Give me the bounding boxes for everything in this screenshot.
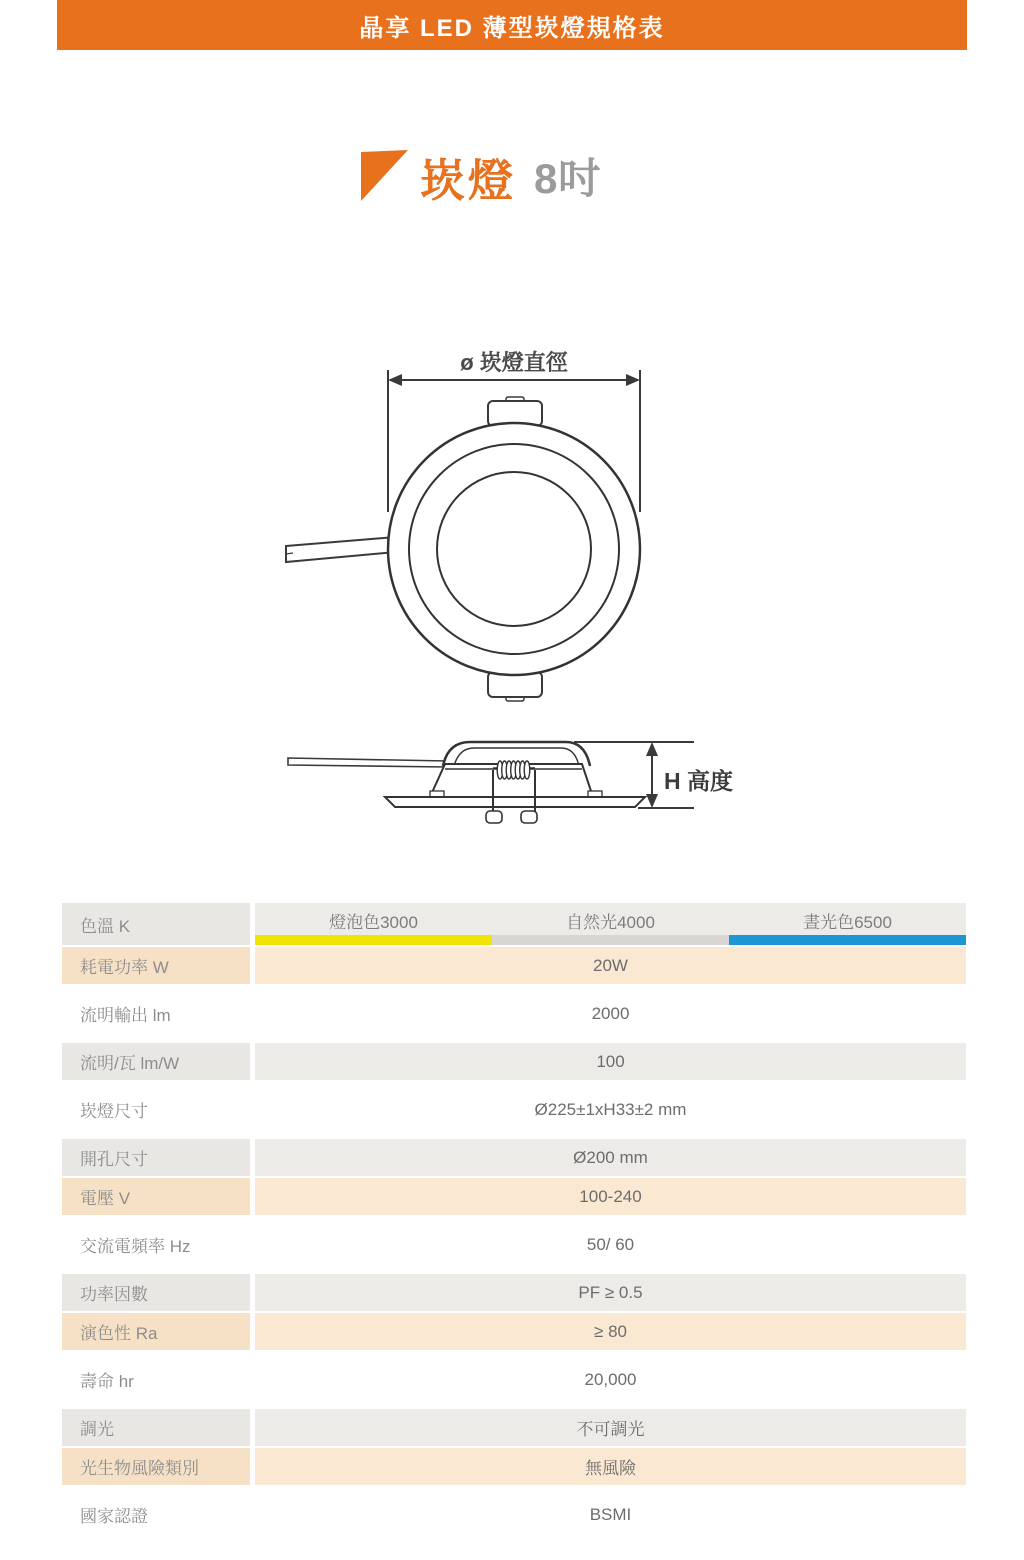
row-value: 2000 bbox=[591, 1003, 630, 1023]
table-row bbox=[62, 1274, 966, 1311]
row-value: Ø225±1xH33±2 mm bbox=[534, 1099, 687, 1119]
row-label: 色溫 K bbox=[62, 903, 250, 945]
row-label: 演色性 Ra bbox=[62, 1313, 250, 1350]
spec-rows bbox=[62, 947, 966, 1542]
row-label: 功率因數 bbox=[62, 1274, 250, 1311]
header-bar bbox=[57, 0, 967, 50]
color-temp-option-label: 自然光4000 bbox=[566, 913, 655, 932]
row-label: 流明/瓦 lm/W bbox=[62, 1043, 250, 1080]
section-size: 8吋 bbox=[534, 155, 602, 202]
row-value: PF ≥ 0.5 bbox=[255, 1274, 966, 1311]
table-row bbox=[62, 947, 966, 984]
table-row bbox=[62, 1487, 966, 1542]
row-label: 電壓 V bbox=[62, 1178, 250, 1215]
trim-ring bbox=[385, 797, 645, 807]
row-value: 20W bbox=[255, 947, 966, 984]
row-label: 交流電頻率 Hz bbox=[80, 1237, 191, 1256]
diameter-dimension-label: ø 崁燈直徑 bbox=[460, 350, 568, 375]
row-value: Ø200 mm bbox=[255, 1139, 966, 1176]
color-temp-row bbox=[62, 903, 966, 945]
color-temp-option bbox=[729, 903, 966, 945]
table-row bbox=[62, 1217, 966, 1272]
table-row bbox=[62, 1178, 966, 1215]
row-value: BSMI bbox=[589, 1504, 632, 1524]
table-row bbox=[62, 1139, 966, 1176]
table-row bbox=[62, 1352, 966, 1407]
color-temp-option-label: 晝光色6500 bbox=[803, 913, 892, 932]
spec-table bbox=[62, 903, 966, 1544]
row-label: 調光 bbox=[62, 1409, 250, 1446]
section-title bbox=[356, 144, 601, 208]
triangle-bullet-icon bbox=[356, 147, 412, 205]
table-row bbox=[62, 1313, 966, 1350]
wire bbox=[288, 758, 448, 767]
table-row bbox=[62, 1448, 966, 1485]
table-row bbox=[62, 986, 966, 1041]
row-label: 流明輸出 lm bbox=[80, 1006, 171, 1025]
row-label: 光生物風險類別 bbox=[62, 1448, 250, 1485]
row-value: 20,000 bbox=[584, 1369, 637, 1389]
row-label: 國家認證 bbox=[80, 1507, 148, 1526]
table-row bbox=[62, 1043, 966, 1080]
color-temp-bar-warm bbox=[255, 935, 492, 945]
color-temp-bar-natural bbox=[492, 935, 729, 945]
table-row bbox=[62, 1082, 966, 1137]
table-row bbox=[62, 1409, 966, 1446]
height-dimension-label: H 高度 bbox=[664, 768, 733, 794]
downlight-side-view-drawing bbox=[258, 716, 758, 828]
page-title: 晶享 LED 薄型崁燈規格表 bbox=[359, 14, 665, 42]
color-temp-option-label: 燈泡色3000 bbox=[329, 913, 418, 932]
wire bbox=[286, 537, 396, 562]
row-label: 耗電功率 W bbox=[62, 947, 250, 984]
color-temp-option bbox=[255, 903, 492, 945]
row-value: 50/ 60 bbox=[586, 1234, 635, 1254]
row-label: 崁燈尺寸 bbox=[80, 1102, 148, 1121]
row-value: 不可調光 bbox=[255, 1409, 966, 1446]
row-value: 100 bbox=[255, 1043, 966, 1080]
row-value: 100-240 bbox=[255, 1178, 966, 1215]
downlight-top-view-drawing bbox=[268, 340, 728, 706]
color-temp-options bbox=[255, 903, 966, 945]
color-temp-option bbox=[492, 903, 729, 945]
row-label: 開孔尺寸 bbox=[62, 1139, 250, 1176]
row-value: 無風險 bbox=[255, 1448, 966, 1485]
color-temp-bar-daylight bbox=[729, 935, 966, 945]
row-label: 壽命 hr bbox=[80, 1372, 134, 1391]
row-value: ≥ 80 bbox=[255, 1313, 966, 1350]
section-name: 崁燈 bbox=[420, 154, 517, 206]
